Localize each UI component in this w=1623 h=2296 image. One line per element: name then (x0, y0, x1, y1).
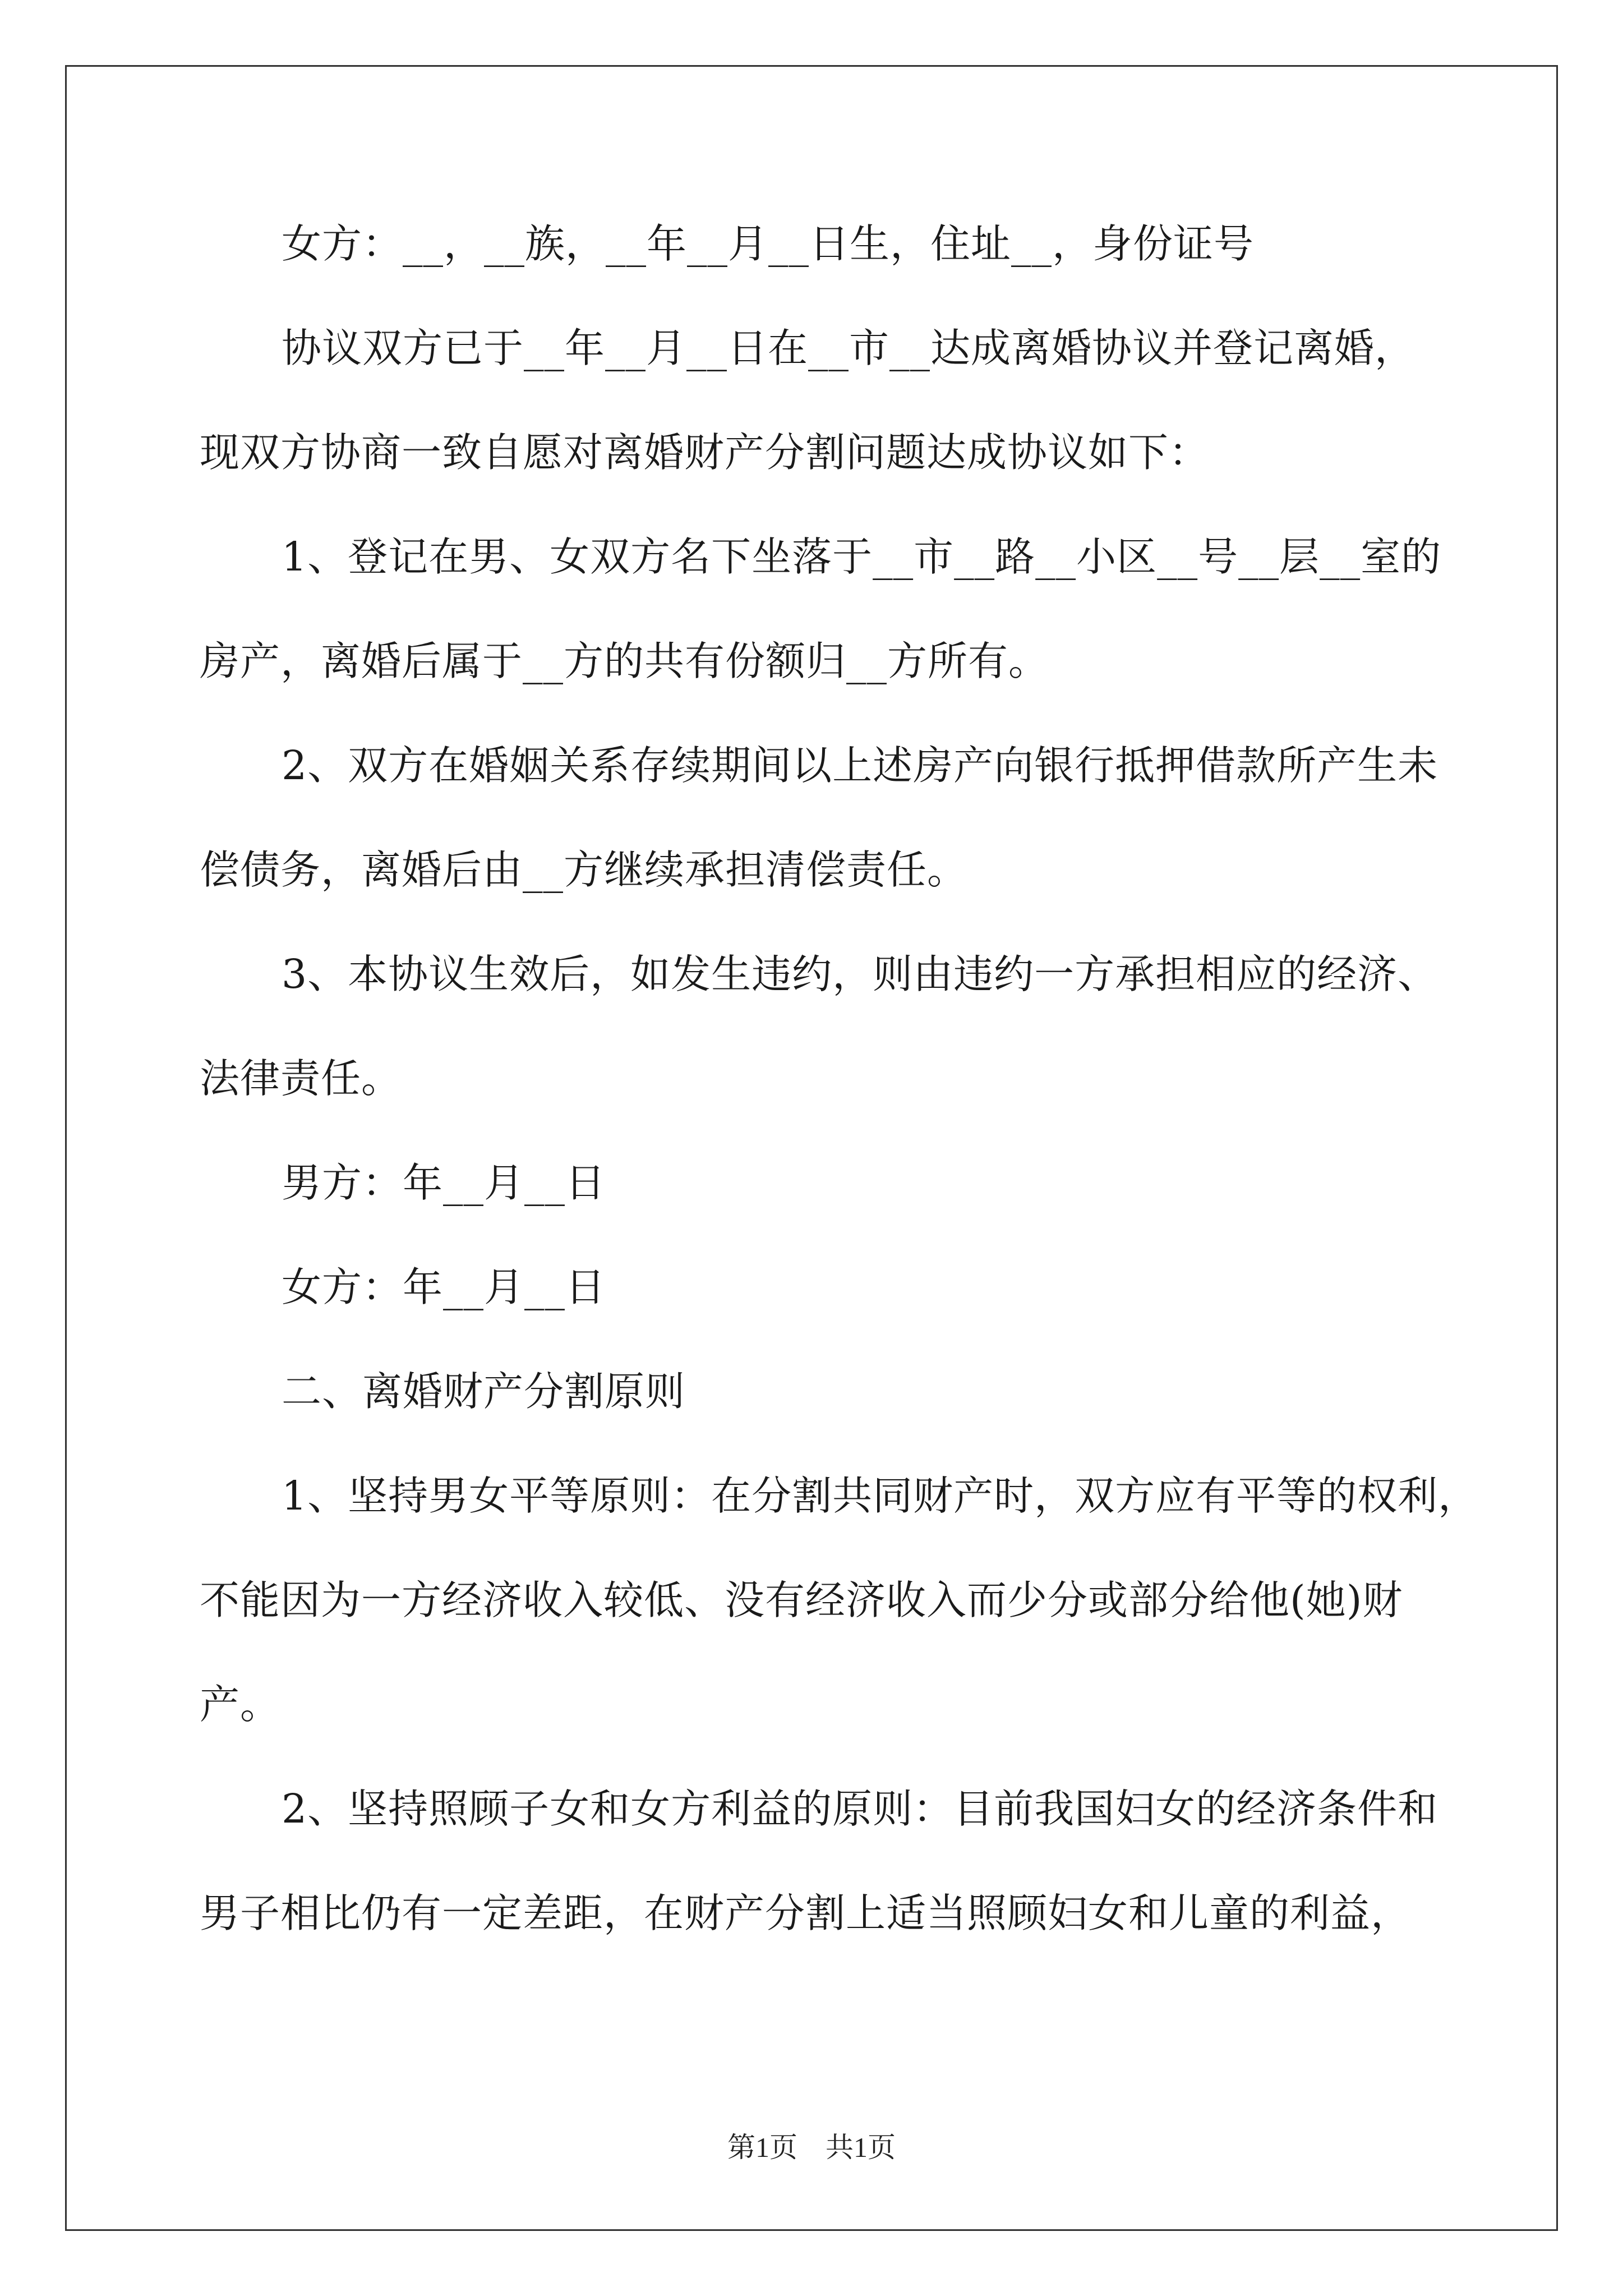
paragraph-line: 产。 (200, 1681, 281, 1728)
paragraph-line: 现双方协商一致自愿对离婚财产分割问题达成协议如下： (200, 429, 1210, 476)
paragraph-line: 偿债务，离婚后由__方继续承担清偿责任。 (200, 846, 968, 893)
paragraph-line: 1、坚持男女平等原则：在分割共同财产时，双方应有平等的权利， (282, 1473, 1479, 1519)
paragraph-line: 男子相比仍有一定差距，在财产分割上适当照顾妇女和儿童的利益， (200, 1890, 1412, 1936)
paragraph-line: 3、本协议生效后，如发生违约，则由违约一方承担相应的经济、 (282, 951, 1438, 997)
paragraph-line: 2、双方在婚姻关系存续期间以上述房产向银行抵押借款所产生未 (282, 742, 1438, 789)
paragraph-line: 女方：__，__族，__年__月__日生，住址__，身份证号 (282, 220, 1255, 267)
page-number-footer: 第1页 共1页 (727, 2132, 896, 2163)
signature-line-male: 男方：年__月__日 (282, 1159, 606, 1206)
paragraph-line: 法律责任。 (200, 1055, 402, 1102)
paragraph-line: 协议双方已于__年__月__日在__市__达成离婚协议并登记离婚， (282, 325, 1415, 371)
paragraph-line: 2、坚持照顾子女和女方利益的原则：目前我国妇女的经济条件和 (282, 1786, 1438, 1832)
paragraph-line: 房产，离婚后属于__方的共有份额归__方所有。 (200, 638, 1049, 684)
paragraph-line: 1、登记在男、女双方名下坐落于__市__路__小区__号__层__室的 (282, 533, 1442, 580)
paragraph-line: 不能因为一方经济收入较低、没有经济收入而少分或部分给他(她)财 (200, 1577, 1403, 1623)
signature-line-female: 女方：年__月__日 (282, 1264, 606, 1310)
section-heading: 二、离婚财产分割原则 (282, 1368, 686, 1415)
